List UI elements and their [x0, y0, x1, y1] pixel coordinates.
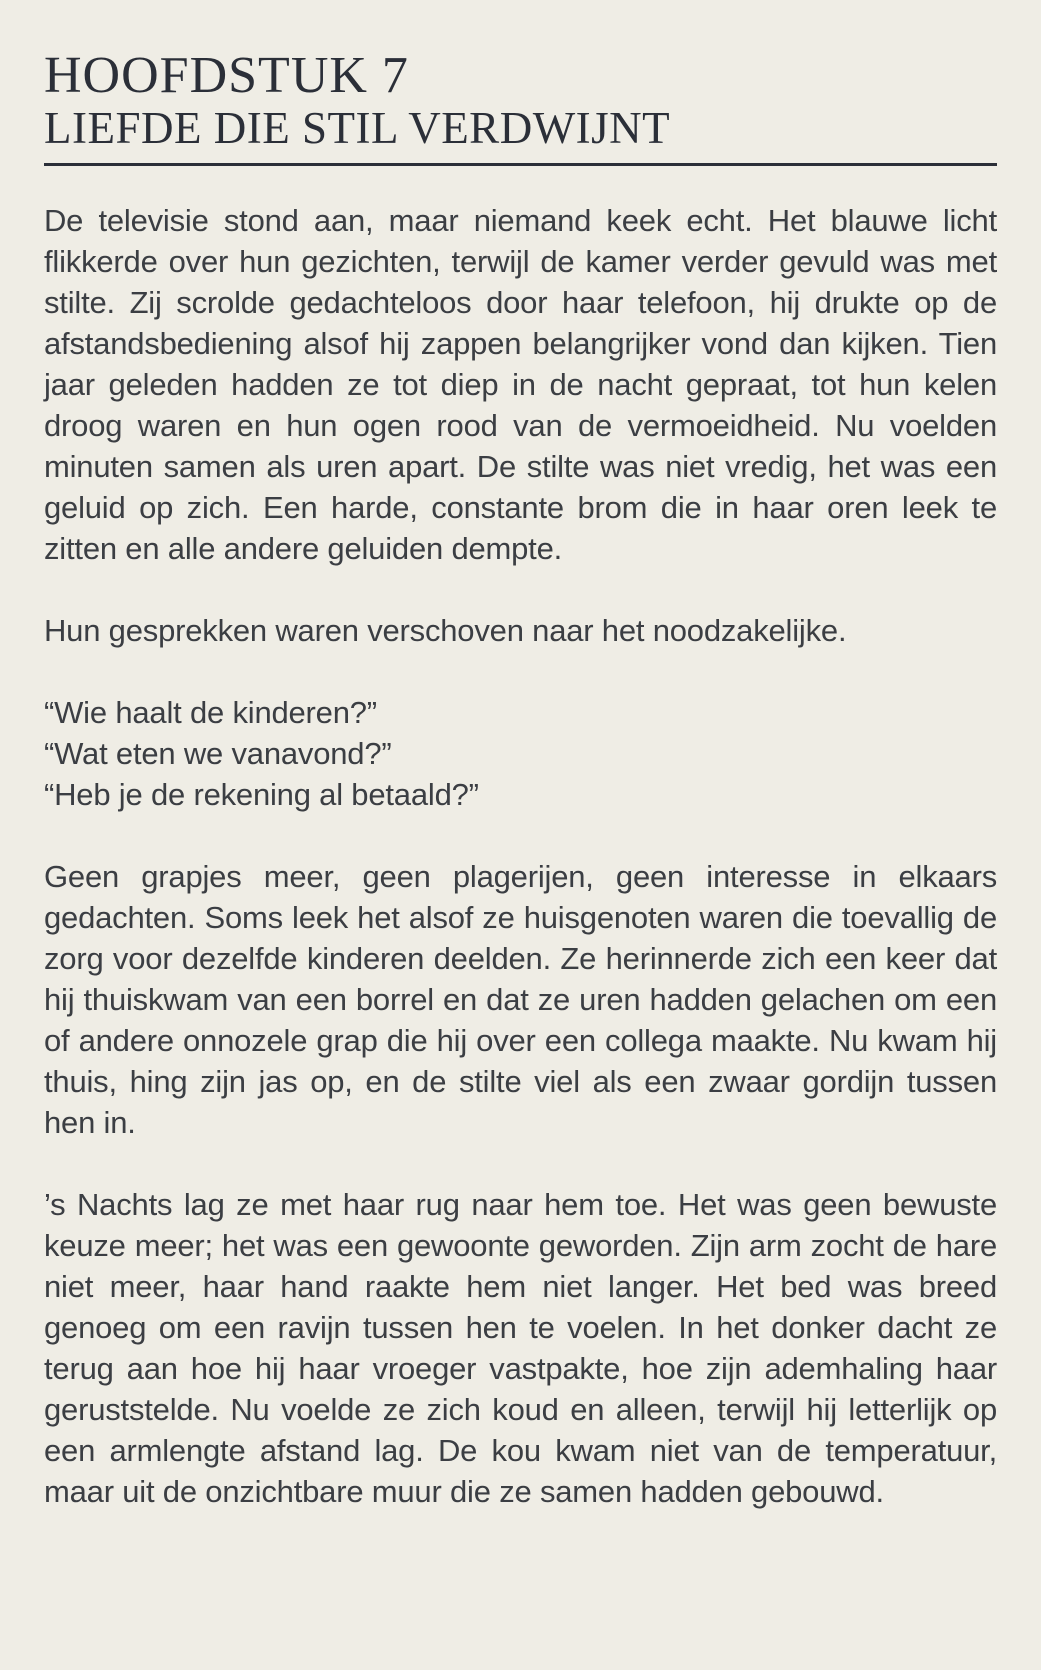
paragraph: Hun gesprekken waren verschoven naar het noodzakelijke.: [44, 613, 847, 648]
paragraph: De televisie stond aan, maar niemand keek echt. Het blauwe licht flikkerde over hun gezichten, terwijl de kamer verder gevuld was met stilte. Zij scrolde gedachteloos door haar telefoon, hij drukte op de afstandsbediening alsof hij zappen belangrijker vond dan kijken. Tien jaar geleden hadden ze tot diep in de nacht gepraat, tot hun kelen droog waren en hun ogen rood van de vermoeidheid. Nu voelden minuten samen als uren apart. De stilte was niet vredig, het was een geluid op zich. Een harde, constante brom die in haar oren leek te zitten en alle andere geluiden dempte.: [44, 203, 997, 566]
dialogue-line: “Wie haalt de kinderen?”: [44, 695, 377, 730]
chapter-title: LIEFDE DIE STIL VERDWIJNT: [44, 103, 671, 153]
paragraph: ’s Nachts lag ze met haar rug naar hem toe. Het was geen bewuste keuze meer; het was een gewoonte geworden. Zijn arm zocht de hare niet meer, haar hand raakte hem niet langer. Het bed was breed genoeg om een ravijn tussen hen te voelen. In het donker dacht ze terug aan hoe hij haar vroeger vastpakte, hoe zijn ademhaling haar geruststelde. Nu voelde ze zich koud en alleen, terwijl hij letterlijk op een armlengte afstand lag. De kou kwam niet van de temperatuur, maar uit de onzichtbare muur die ze samen hadden gebouwd.: [44, 1187, 997, 1509]
chapter-header: [44, 47, 997, 166]
chapter-body: [44, 200, 997, 1512]
paragraph: Geen grapjes meer, geen plagerijen, geen interesse in elkaars gedachten. Soms leek het alsof ze huisgenoten waren die toevallig de zorg voor dezelfde kinderen deelden. Ze herinnerde zich een keer dat hij thuiskwam van een borrel en dat ze uren hadden gelachen om een of andere onnozele grap die hij over een collega maakte. Nu kwam hij thuis, hing zijn jas op, en de stilte viel als een zwaar gordijn tussen hen in.: [44, 859, 997, 1140]
dialogue-block: [44, 692, 997, 815]
chapter-number: HOOFDSTUK 7: [44, 47, 409, 104]
dialogue-line: “Wat eten we vanavond?”: [44, 736, 392, 771]
dialogue-line: “Heb je de rekening al betaald?”: [44, 777, 479, 812]
